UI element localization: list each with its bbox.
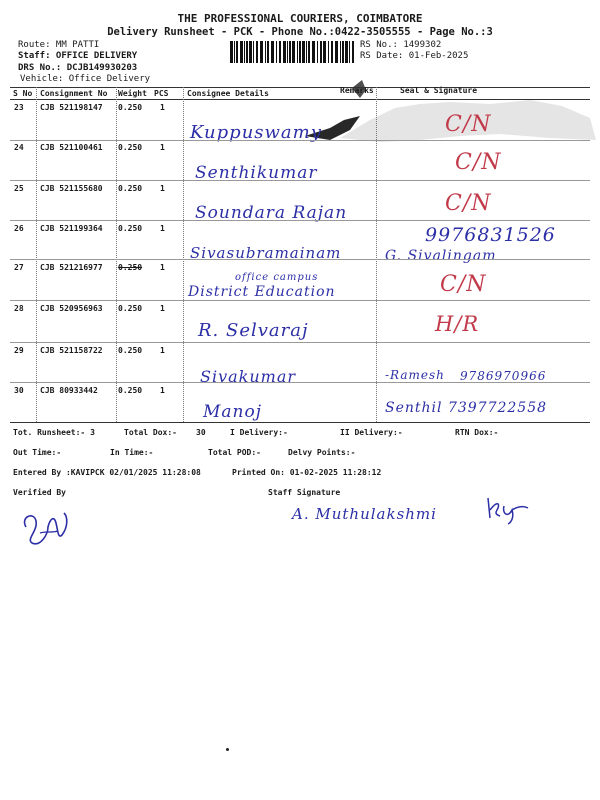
row-divider bbox=[10, 220, 590, 221]
row-weight: 0.250 bbox=[118, 143, 143, 152]
entered-by: Entered By :KAVIPCK 02/01/2025 11:28:08 bbox=[13, 468, 201, 477]
row-divider bbox=[10, 140, 590, 141]
table-bottom-rule bbox=[10, 422, 590, 423]
row-divider bbox=[10, 300, 590, 301]
vehicle-label: Vehicle: Office Delivery bbox=[20, 74, 151, 84]
row-pcs: 1 bbox=[160, 184, 165, 193]
col-weight: Weight bbox=[118, 89, 147, 98]
row-consignee-handwritten: Kuppuswamy bbox=[190, 122, 322, 143]
row-sno: 27 bbox=[14, 263, 24, 272]
staff-label: Staff: OFFICE DELIVERY bbox=[18, 51, 138, 61]
barcode-bar bbox=[236, 41, 238, 63]
barcode-bar bbox=[276, 41, 277, 63]
row-pcs: 1 bbox=[160, 143, 165, 152]
row-consignee-handwritten: Senthikumar bbox=[195, 163, 318, 183]
barcode-bar bbox=[256, 41, 258, 63]
row-pcs: 1 bbox=[160, 346, 165, 355]
col-seal: Seal & Signature bbox=[400, 86, 478, 95]
row-sno: 29 bbox=[14, 346, 24, 355]
printed-on: Printed On: 01-02-2025 11:28:12 bbox=[232, 468, 382, 477]
verified-by-label: Verified By bbox=[13, 488, 66, 497]
row-weight: 0.250 bbox=[118, 386, 143, 395]
company-title: THE PROFESSIONAL COURIERS, COIMBATORE bbox=[177, 12, 423, 25]
vsep-1 bbox=[36, 87, 37, 422]
row-consignment: CJB 521155680 bbox=[40, 184, 103, 193]
barcode-bar bbox=[253, 41, 254, 63]
i-delivery: I Delivery:- bbox=[230, 428, 288, 437]
vsep-2 bbox=[116, 87, 117, 422]
row-seal-handwritten: 9976831526 bbox=[425, 224, 556, 246]
barcode-bar bbox=[289, 41, 291, 63]
row-weight: 0.250 bbox=[118, 263, 143, 272]
row-seal-handwritten: C/N bbox=[455, 150, 502, 175]
row-pcs: 1 bbox=[160, 386, 165, 395]
row-seal-handwritten: C/N bbox=[440, 272, 487, 297]
row-pcs: 1 bbox=[160, 103, 165, 112]
row-seal-handwritten: C/N bbox=[445, 191, 492, 216]
runsheet-subtitle: Delivery Runsheet - PCK - Phone No.:0422-3505555 - Page No.:3 bbox=[107, 26, 493, 38]
in-time: In Time:- bbox=[110, 448, 154, 457]
out-time: Out Time:- bbox=[13, 448, 62, 457]
row-weight: 0.250 bbox=[118, 184, 143, 193]
row-sno: 30 bbox=[14, 386, 24, 395]
row-consignment: CJB 521198147 bbox=[40, 103, 103, 112]
ii-delivery: II Delivery:- bbox=[340, 428, 403, 437]
row-consignment: CJB 80933442 bbox=[40, 386, 98, 395]
col-sno: S No bbox=[13, 89, 33, 98]
rs-date: RS Date: 01-Feb-2025 bbox=[360, 51, 469, 61]
barcode-bar bbox=[267, 41, 269, 63]
row-sno: 25 bbox=[14, 184, 24, 193]
row-pcs: 1 bbox=[160, 263, 165, 272]
total-dox-value: 30 bbox=[196, 428, 206, 437]
row-consignee-handwritten: Soundara Rajan bbox=[195, 203, 348, 223]
row-consignment: CJB 521100461 bbox=[40, 143, 103, 152]
row-signature-handwritten: G. Sivalingam bbox=[385, 248, 497, 264]
row-consignee-handwritten: Manoj bbox=[203, 402, 262, 422]
row-divider bbox=[10, 382, 590, 383]
row-consignee-handwritten: Sivasubramainam bbox=[190, 244, 342, 262]
row-consignment: CJB 521216977 bbox=[40, 263, 103, 272]
total-dox-label: Total Dox:- bbox=[124, 428, 177, 437]
vsep-4 bbox=[376, 87, 377, 422]
barcode-bar bbox=[249, 41, 252, 63]
barcode-bar bbox=[234, 41, 235, 63]
row-weight: 0.250 bbox=[118, 103, 143, 112]
col-consignee: Consignee Details bbox=[187, 89, 269, 98]
stray-mark bbox=[226, 748, 229, 751]
row-seal-handwritten: 9786970966 bbox=[460, 369, 547, 383]
row-weight: 0.250 bbox=[118, 346, 143, 355]
row-consignee-handwritten: District Education bbox=[188, 284, 336, 300]
row-consignment: CJB 521158722 bbox=[40, 346, 103, 355]
barcode-bar bbox=[271, 41, 274, 63]
row-note-handwritten: office campus bbox=[235, 272, 319, 283]
vsep-3 bbox=[183, 87, 184, 422]
row-consignee-handwritten: R. Selvaraj bbox=[198, 320, 309, 341]
barcode-bar bbox=[230, 41, 233, 63]
barcode-bar bbox=[283, 41, 286, 63]
initials-signature bbox=[482, 492, 532, 527]
barcode-bar bbox=[287, 41, 288, 63]
verified-signature bbox=[18, 505, 78, 550]
row-weight: 0.250 bbox=[118, 304, 143, 313]
row-divider bbox=[10, 342, 590, 343]
row-sno: 28 bbox=[14, 304, 24, 313]
route-label: Route: MM PATTI bbox=[18, 40, 100, 50]
total-runsheet: Tot. Runsheet:- 3 bbox=[13, 428, 95, 437]
table-header-rule bbox=[10, 99, 590, 100]
row-divider bbox=[10, 259, 590, 260]
rs-number: RS No.: 1499302 bbox=[360, 40, 442, 50]
barcode-bar bbox=[279, 41, 281, 63]
col-pcs: PCS bbox=[154, 89, 169, 98]
row-seal-handwritten: H/R bbox=[435, 312, 480, 336]
row-sno: 23 bbox=[14, 103, 24, 112]
table-top-rule bbox=[10, 87, 590, 88]
row-pcs: 1 bbox=[160, 304, 165, 313]
row-prefix-handwritten: -Ramesh bbox=[385, 368, 445, 382]
drs-label: DRS No.: DCJB149930203 bbox=[18, 63, 138, 73]
col-remarks: Remarks bbox=[340, 86, 374, 95]
col-consignment: Consignment No bbox=[40, 89, 108, 98]
barcode-bar bbox=[260, 41, 263, 63]
row-weight: 0.250 bbox=[118, 224, 143, 233]
barcode-bar bbox=[244, 41, 245, 63]
row-consignment: CJB 521199364 bbox=[40, 224, 103, 233]
row-consignment: CJB 520956963 bbox=[40, 304, 103, 313]
total-pod: Total POD:- bbox=[208, 448, 261, 457]
row-seal-handwritten: Senthil 7397722558 bbox=[385, 400, 548, 416]
barcode-bar bbox=[246, 41, 248, 63]
staff-signature-handwritten: A. Muthulakshmi bbox=[292, 505, 437, 523]
barcode-bar bbox=[240, 41, 243, 63]
barcode-bar bbox=[297, 41, 298, 63]
row-sno: 26 bbox=[14, 224, 24, 233]
row-consignee-handwritten: Sivakumar bbox=[200, 367, 297, 386]
row-divider bbox=[10, 180, 590, 181]
staff-signature-label: Staff Signature bbox=[268, 488, 341, 497]
row-seal-handwritten: C/N bbox=[445, 112, 492, 137]
row-pcs: 1 bbox=[160, 224, 165, 233]
rtn-dox: RTN Dox:- bbox=[455, 428, 499, 437]
barcode-bar bbox=[292, 41, 295, 63]
barcode-bar bbox=[265, 41, 266, 63]
delvy-points: Delvy Points:- bbox=[288, 448, 356, 457]
row-sno: 24 bbox=[14, 143, 24, 152]
